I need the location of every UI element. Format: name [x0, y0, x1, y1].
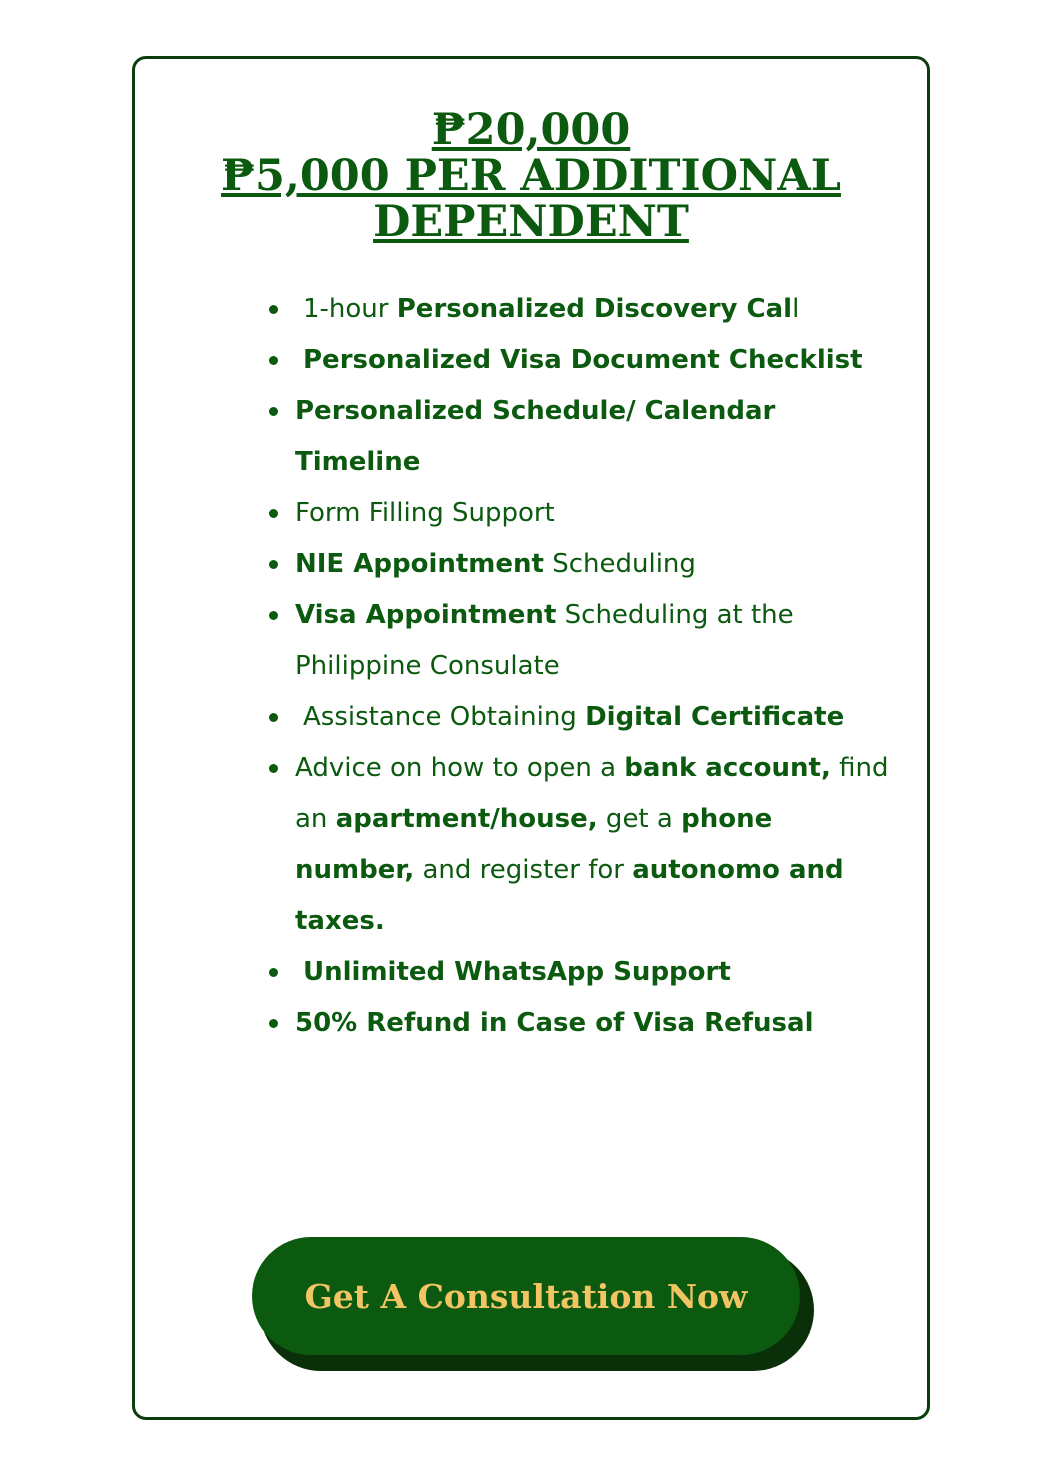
price-main: ₱20,000: [431, 105, 631, 155]
feature-bold: Digital Certificate: [585, 702, 845, 732]
list-item: [295, 590, 895, 692]
feature-text: Scheduling: [543, 549, 696, 579]
price-heading: [135, 107, 927, 245]
feature-text: Assistance Obtaining: [303, 702, 586, 732]
price-additional-line2: DEPENDENT: [373, 197, 689, 247]
list-item: [295, 998, 895, 1049]
feature-bold: Unlimited WhatsApp Support: [303, 957, 731, 987]
list-item: [295, 947, 895, 998]
feature-text: Form Filling Support: [295, 498, 555, 528]
feature-bold: bank account,: [624, 753, 831, 783]
feature-bold: Personalized Schedule/ Calendar Timeline: [295, 396, 776, 477]
feature-text: get a: [597, 804, 682, 834]
feature-bold: 50% Refund in Case of Visa Refusal: [295, 1008, 814, 1038]
feature-bold: autonomo and taxes.: [295, 855, 844, 936]
feature-bold: apartment/house,: [335, 804, 598, 834]
list-item: [295, 488, 895, 539]
feature-bold: Personalized Discovery Cal: [396, 294, 793, 324]
feature-text: Scheduling at the Philippine Consulate: [295, 600, 794, 681]
cta-container: [252, 1237, 814, 1371]
get-consultation-button[interactable]: Get A Consultation Now: [252, 1237, 800, 1355]
feature-text: 1-hour: [303, 294, 397, 324]
price-additional-line1: ₱5,000 PER ADDITIONAL: [221, 151, 841, 201]
feature-list: [263, 284, 895, 1049]
list-item: [295, 692, 895, 743]
feature-text: l: [792, 294, 800, 324]
feature-bold: Visa Appointment: [295, 600, 557, 630]
feature-text: find an: [295, 753, 889, 834]
feature-bold: phone number,: [295, 804, 773, 885]
list-item: [295, 335, 895, 386]
list-item: [295, 539, 895, 590]
pricing-card: [132, 56, 930, 1420]
feature-text: Advice on how to open a: [295, 753, 625, 783]
feature-bold: NIE Appointment: [295, 549, 544, 579]
list-item: [295, 386, 895, 488]
feature-text: and register for: [414, 855, 633, 885]
feature-bold: Personalized Visa Document Checklist: [303, 345, 863, 375]
list-item: [295, 284, 895, 335]
list-item: [295, 743, 895, 947]
